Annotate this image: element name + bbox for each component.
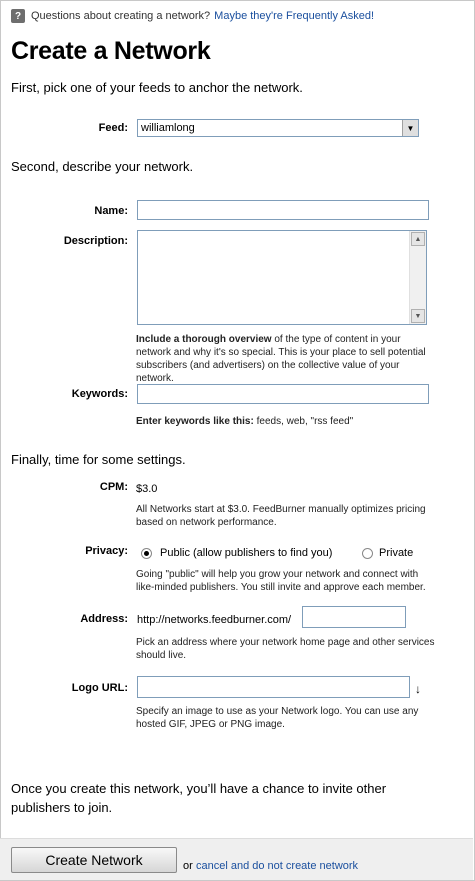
help-bar [11, 8, 374, 24]
privacy-private-label[interactable]: Private [379, 547, 414, 559]
privacy-public-radio[interactable] [141, 548, 152, 559]
logo-url-input[interactable] [137, 676, 410, 698]
create-network-button[interactable]: Create Network [11, 847, 177, 873]
footer-bar [0, 838, 473, 880]
keywords-help-text: feeds, web, "rss feed" [253, 416, 354, 427]
description-help-bold: Include a thorough overview [136, 334, 272, 345]
cpm-label: CPM: [99, 481, 128, 493]
logo-url-help: Specify an image to use as your Network logo. You can use any hosted GIF, JPEG or PNG image. [136, 706, 419, 730]
description-label: Description: [63, 235, 128, 247]
question-mark-icon: ? [11, 9, 25, 23]
privacy-private-radio[interactable] [362, 548, 373, 559]
scroll-up-icon[interactable]: ▲ [411, 232, 425, 246]
step1-intro: First, pick one of your feeds to anchor the network. [11, 80, 303, 95]
feed-select-value: williamlong [141, 122, 195, 134]
description-help-text: of the type of content in your network and why it's so special. This is your place to sell potential subscribers (and advertisers) on the collective value of your network. [136, 334, 426, 384]
cancel-link[interactable]: cancel and do not create network [196, 860, 359, 872]
address-label: Address: [80, 613, 128, 625]
name-input[interactable] [137, 200, 429, 220]
feed-label: Feed: [98, 122, 128, 134]
description-scrollbar[interactable] [409, 231, 426, 324]
scroll-down-icon[interactable]: ▼ [411, 309, 425, 323]
keywords-help [136, 415, 436, 428]
step2-intro: Second, describe your network. [11, 159, 194, 174]
keywords-input[interactable] [137, 384, 429, 404]
help-question-text: Questions about creating a network? [31, 10, 211, 22]
cpm-help: All Networks start at $3.0. FeedBurner manually optimizes pricing based on network performance. [136, 504, 426, 528]
chevron-down-icon[interactable]: ▼ [402, 120, 418, 136]
page-title: Create a Network [11, 37, 211, 65]
address-prefix: http://networks.feedburner.com/ [137, 614, 292, 626]
privacy-label: Privacy: [85, 545, 128, 557]
step3-intro: Finally, time for some settings. [11, 452, 186, 467]
faq-link[interactable]: Maybe they're Frequently Asked! [214, 10, 375, 22]
logo-url-label: Logo URL: [71, 682, 128, 694]
footer-or-text: or [183, 860, 193, 872]
outro-text: Once you create this network, you’ll have a chance to invite other publishers to join. [11, 781, 387, 815]
address-input[interactable] [302, 606, 406, 628]
arrow-down-icon: ↓ [415, 682, 421, 696]
description-textarea[interactable] [137, 230, 427, 325]
address-help: Pick an address where your network home page and other services should live. [136, 637, 435, 661]
cpm-value: $3.0 [136, 483, 158, 495]
keywords-label: Keywords: [71, 388, 128, 400]
privacy-public-label[interactable]: Public (allow publishers to find you) [160, 547, 333, 559]
description-help [136, 333, 436, 385]
privacy-help: Going "public" will help you grow your network and connect with like-minded publishers. You still invite and approve each member. [136, 569, 426, 593]
feed-select[interactable] [137, 119, 419, 137]
keywords-help-bold: Enter keywords like this: [136, 416, 254, 427]
name-label: Name: [94, 205, 128, 217]
